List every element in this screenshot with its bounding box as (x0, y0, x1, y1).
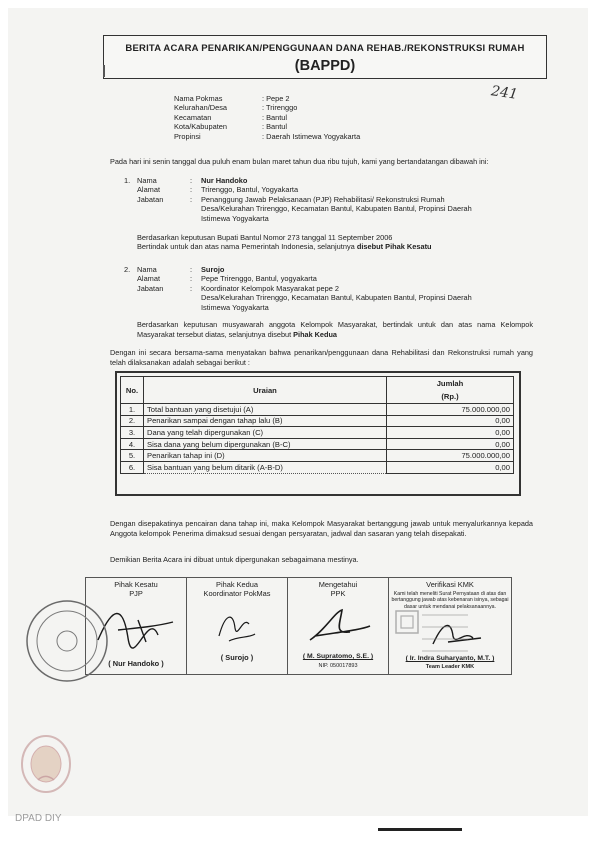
sig2-title: Pihak Kedua (216, 580, 258, 589)
sig4-title: Verifikasi KMK (426, 580, 474, 589)
info-value: : Daerah Istimewa Yogyakarta (262, 131, 361, 141)
table-row (121, 438, 514, 450)
party1-basis (137, 233, 547, 252)
row-number: 5. (121, 450, 144, 462)
info-value: : Pepe 2 (262, 94, 290, 103)
party1-values (201, 176, 541, 223)
dpad-logo (18, 732, 74, 796)
party1-basis-line2: Bertindak untuk dan atas nama Pemerintah Indonesia, selanjutnya (137, 242, 357, 252)
jabatan-label: Jabatan (137, 283, 164, 293)
info-label: Kota/Kabupaten (174, 122, 228, 132)
alamat-label: Alamat (137, 274, 161, 284)
party1-number: 1. (124, 176, 131, 185)
sig2-role: Koordinator PokMas (203, 589, 271, 598)
party2-basis-line1: Berdasarkan keputusan musyawarah anggota Kelompok Masyarakat, bertindak untuk dan atas nama (137, 320, 496, 329)
sig4-role: Team Leader KMK (425, 664, 475, 670)
col-no: No. (121, 377, 144, 404)
info-values (262, 94, 360, 141)
col-uraian: Uraian (144, 377, 387, 404)
party1-position: Penanggung Jawab Pelaksanaan (PJP) Rehabilitasi/ Rekonstruksi Rumah (201, 194, 445, 204)
row-amount: 0,00 (387, 461, 514, 473)
row-number: 4. (121, 438, 144, 450)
signature-box-ppk (288, 578, 389, 675)
table-row (121, 461, 514, 473)
party2-position-line2: Desa/Kelurahan Trirenggo, Kecamatan Bantul, Kabupaten Bantul, Propinsi Daerah (201, 293, 472, 303)
sig3-role: PPK (330, 589, 346, 598)
round-stamp-pjp (22, 596, 112, 686)
party2-basis-line2: Kelompok Masyarakat tersebut diatas, selanjutnya disebut (137, 320, 533, 339)
row-description: Dana yang telah dipergunakan (C) (144, 427, 387, 439)
row-amount: 0,00 (387, 415, 514, 427)
title-box (103, 35, 547, 79)
party2-position: Koordinator Kelompok Masyarakat pepe 2 (201, 283, 340, 293)
watermark: DPAD DIY (15, 813, 62, 824)
nama-label: Nama (137, 265, 157, 274)
signature-3-scribble (290, 602, 384, 646)
sig1-name: ( Nur Handoko ) (108, 659, 164, 668)
party1-position-line3: Istimewa Yogyakarta (201, 213, 269, 223)
fund-table (120, 376, 514, 474)
jabatan-label: Jabatan (137, 194, 164, 204)
table-row (121, 427, 514, 439)
row-description: Sisa bantuan yang belum ditarik (A-B-D) (144, 461, 387, 473)
col-jumlah: Jumlah (387, 377, 514, 391)
table-row (121, 404, 514, 416)
sig3-title: Mengetahui (318, 580, 358, 589)
table-row (121, 415, 514, 427)
sig3-nip: NIP. 050017893 (318, 663, 358, 669)
info-label: Nama Pokmas (174, 94, 223, 103)
statement-text: Dengan ini secara bersama-sama menyatakan bahwa penarikan/penggunaan dana Rehabilitasi dan Rekonstruksi rumah yang telah dilaksanakan adalah sebagai berikut : (110, 348, 533, 367)
party1-position-line2: Desa/Kelurahan Trirenggo, Kecamatan Bantul, Kabupaten Bantul, Propinsi Daerah (201, 204, 472, 214)
info-value: : Bantul (262, 112, 288, 122)
document-title: BERITA ACARA PENARIKAN/PENGGUNAAN DANA REHAB./REKONSTRUKSI RUMAH (125, 43, 525, 54)
row-description: Penarikan sampai dengan tahap lalu (B) (144, 415, 387, 427)
table-row (121, 450, 514, 462)
col-unit: (Rp.) (387, 390, 514, 404)
party2-position-line3: Istimewa Yogyakarta (201, 302, 269, 312)
nama-label: Nama (137, 176, 157, 185)
sig4-statement: Kami telah meneliti Surat Pernyataan di atas dan bertanggung jawab atas kebenaran isinya, sebagai dasar untuk mendanai pelaksanaannya. (391, 591, 509, 610)
party1-name: Nur Handoko (201, 176, 248, 185)
sig1-title: Pihak Kesatu (114, 580, 158, 589)
party2-name: Surojo (201, 265, 225, 274)
party1-basis-line1: Berdasarkan keputusan Bupati Bantul Nomor 273 tanggal 11 September 2006 (137, 233, 393, 242)
party2-labels (137, 265, 163, 293)
row-description: Sisa dana yang belum dipergunakan (B-C) (144, 438, 387, 450)
row-amount: 0,00 (387, 438, 514, 450)
party1-designation: disebut Pihak Kesatu (356, 242, 432, 252)
row-amount: 75.000.000,00 (387, 404, 514, 416)
info-value: : Bantul (262, 122, 288, 132)
row-amount: 75.000.000,00 (387, 450, 514, 462)
party1-address: Trirenggo, Bantul, Yogyakarta (201, 185, 299, 195)
info-label: Propinsi (174, 131, 201, 141)
party2-basis (137, 320, 533, 339)
row-number: 6. (121, 461, 144, 473)
party2-number: 2. (124, 265, 131, 274)
closing-statement: Demikian Berita Acara ini dibuat untuk dipergunakan sebagaimana mestinya. (110, 555, 359, 564)
sig2-name: ( Surojo ) (220, 653, 254, 662)
bottom-rule (378, 828, 462, 831)
party2-values (201, 265, 541, 312)
info-labels (174, 94, 227, 141)
party2-address: Pepe Trirenggo, Bantul, yogyakarta (201, 274, 317, 284)
row-number: 3. (121, 427, 144, 439)
info-label: Kelurahan/Desa (174, 103, 228, 113)
party2-designation: Pihak Kedua (293, 329, 337, 339)
intro-text: Pada hari ini senin tanggal dua puluh enam bulan maret tahun dua ribu tujuh, kami yang bertandatangan dibawah ini: (110, 157, 489, 166)
row-number: 1. (121, 404, 144, 416)
closing-text: Dengan disepakatinya pencairan dana tahap ini, maka Kelompok Masyarakat bertanggung jawab untuk menyalurkannya kepada Anggota kelompok Penerima dimaksud sesuai dengan persyaratan, jadwal dan sasaran yang telah disepakati. (110, 519, 533, 538)
party1-colons: : : : (190, 176, 193, 204)
company-stamp (392, 607, 472, 663)
row-description: Penarikan tahap ini (D) (144, 450, 387, 462)
sig4-name: ( Ir. Indra Suharyanto, M.T. ) (405, 655, 495, 662)
signature-2-scribble (189, 606, 283, 646)
party2-colons: : : : (190, 265, 193, 293)
row-number: 2. (121, 415, 144, 427)
handwritten-number: 241 (490, 83, 519, 103)
row-description: Total bantuan yang disetujui (A) (144, 404, 387, 416)
info-value: : Trirenggo (262, 103, 298, 113)
sig1-role: PJP (129, 589, 143, 598)
party1-labels (137, 176, 163, 204)
row-amount: 0,00 (387, 427, 514, 439)
signature-box-pihak-kedua (187, 578, 288, 675)
document-abbreviation: (BAPPD) (294, 58, 356, 74)
info-label: Kecamatan (174, 112, 212, 122)
sig3-name: ( M. Supratomo, S.E. ) (302, 653, 374, 660)
margin-mark (103, 65, 105, 77)
alamat-label: Alamat (137, 185, 161, 195)
table-header (121, 377, 514, 391)
